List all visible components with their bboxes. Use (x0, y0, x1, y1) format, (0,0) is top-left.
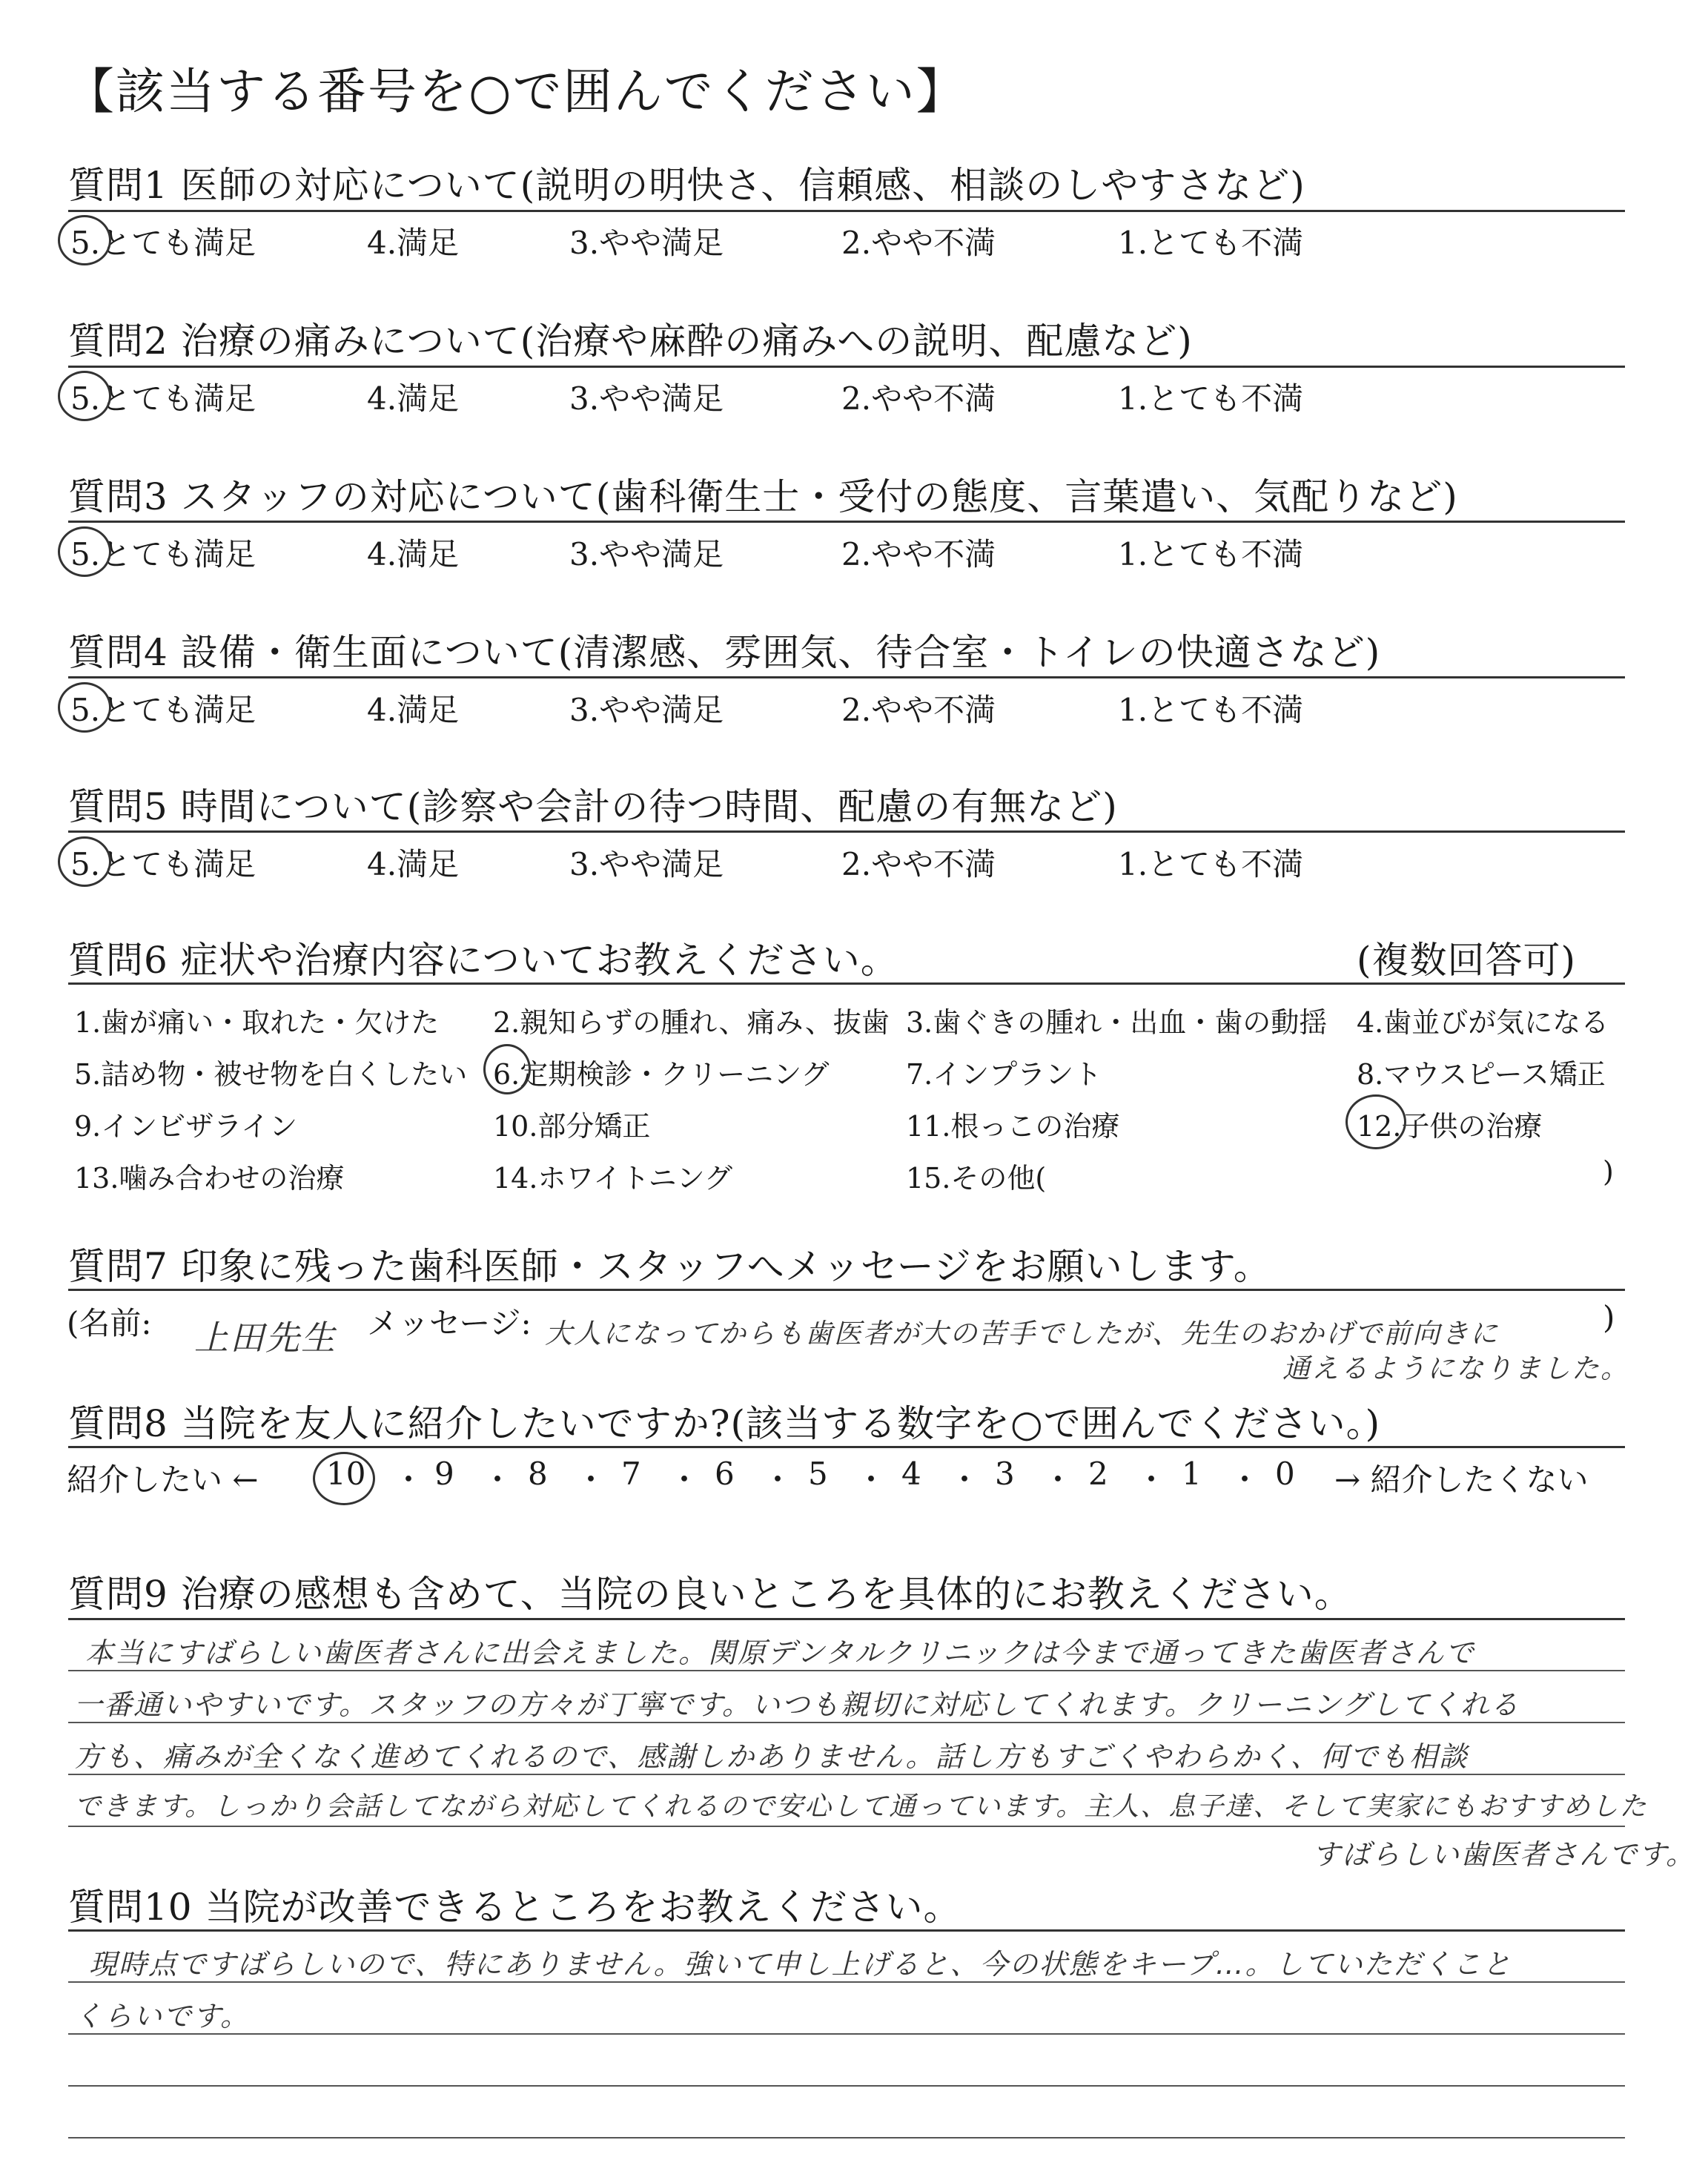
q10-answer-line-1[interactable]: 現時点ですばらしいので、特にありません。強いて申し上げると、今の状態をキープ…。していただくこと (89, 1948, 1512, 1981)
q6-option-8[interactable]: 8.マウスピース矯正 (1357, 1058, 1606, 1091)
q6-option-9[interactable]: 9.インビザライン (74, 1110, 298, 1143)
q8-dot: ・ (949, 1462, 981, 1498)
q5-option-5[interactable]: 5.とても満足 (70, 846, 256, 882)
q6-option-7[interactable]: 7.インプラント (906, 1058, 1102, 1091)
q8-dot: ・ (393, 1462, 425, 1498)
divider (68, 1618, 1625, 1620)
divider (68, 366, 1625, 368)
q9-answer-line-4[interactable]: できます。しっかり会話してながら対応してくれるので安心して通っています。主人、息子達、そして実家にもおすすめした (74, 1791, 1648, 1822)
q5-option-3[interactable]: 3.やや満足 (569, 846, 724, 882)
q7-message-label: メッセージ: (367, 1305, 532, 1341)
divider (68, 1929, 1625, 1932)
q8-score-9[interactable]: 9 (434, 1456, 454, 1492)
question-8-label: 質問8 当院を友人に紹介したいですか?(該当する数字を○で囲んでください。) (68, 1402, 1381, 1445)
q8-right-label: → 紹介したくない (1334, 1462, 1589, 1498)
q8-score-3[interactable]: 3 (995, 1456, 1015, 1492)
q6-option-15[interactable]: 15.その他( (906, 1162, 1047, 1195)
q7-name-label: (名前: (67, 1305, 152, 1341)
q8-score-7[interactable]: 7 (621, 1456, 641, 1492)
q3-selection-circle (58, 526, 111, 577)
writing-line (68, 2085, 1625, 2087)
q8-selection-circle (313, 1452, 375, 1505)
q8-score-0[interactable]: 0 (1275, 1456, 1295, 1492)
q4-option-4[interactable]: 4.満足 (367, 692, 460, 728)
q6-option-14[interactable]: 14.ホワイトニング (493, 1162, 733, 1195)
q2-option-1[interactable]: 1.とても不満 (1118, 380, 1304, 417)
form-title: 【該当する番号を○で囲んでください】 (65, 63, 967, 120)
question-1-label: 質問1 医師の対応について(説明の明快さ、信頼感、相談のしやすさなど) (68, 164, 1305, 207)
q8-score-1[interactable]: 1 (1182, 1456, 1202, 1492)
q8-dot: ・ (1229, 1462, 1261, 1498)
divider (68, 1446, 1625, 1448)
q2-option-3[interactable]: 3.やや満足 (569, 380, 724, 417)
q6-option-1[interactable]: 1.歯が痛い・取れた・欠けた (74, 1006, 440, 1039)
divider (68, 1289, 1625, 1291)
question-6-label: 質問6 症状や治療内容についてお教えください。 (68, 939, 898, 982)
q8-score-5[interactable]: 5 (808, 1456, 828, 1492)
q8-dot: ・ (669, 1462, 701, 1498)
writing-line (68, 1826, 1625, 1827)
divider (68, 830, 1625, 833)
q6-option-4[interactable]: 4.歯並びが気になる (1357, 1006, 1609, 1039)
q6-option-11[interactable]: 11.根っこの治療 (906, 1110, 1120, 1143)
q8-score-10[interactable]: 10 (326, 1456, 366, 1492)
q8-score-4[interactable]: 4 (901, 1456, 921, 1492)
q2-selection-circle (58, 371, 111, 421)
q1-selection-circle (58, 215, 111, 265)
q6-option-10[interactable]: 10.部分矯正 (493, 1110, 651, 1143)
q3-option-4[interactable]: 4.満足 (367, 536, 460, 572)
q7-close-paren: ) (1603, 1299, 1615, 1335)
q8-dot: ・ (1136, 1462, 1168, 1498)
question-6-note: (複数回答可) (1357, 939, 1577, 982)
q6-selection-circle-12 (1345, 1094, 1406, 1149)
q5-option-1[interactable]: 1.とても不満 (1118, 846, 1304, 882)
q8-dot: ・ (762, 1462, 794, 1498)
q8-score-8[interactable]: 8 (528, 1456, 548, 1492)
q5-option-4[interactable]: 4.満足 (367, 846, 460, 882)
q8-left-label: 紹介したい ← (67, 1462, 259, 1498)
writing-line (68, 2033, 1625, 2035)
q6-option-5[interactable]: 5.詰め物・被せ物を白くしたい (74, 1058, 468, 1091)
q4-option-1[interactable]: 1.とても不満 (1118, 692, 1304, 728)
divider (68, 521, 1625, 523)
q9-answer-line-5[interactable]: すばらしい歯医者さんです。 (1312, 1838, 1695, 1871)
q2-option-5[interactable]: 5.とても満足 (70, 380, 256, 417)
q6-option-13[interactable]: 13.噛み合わせの治療 (74, 1162, 345, 1195)
q4-selection-circle (58, 682, 111, 733)
question-4-label: 質問4 設備・衛生面について(清潔感、雰囲気、待合室・トイレの快適さなど) (68, 631, 1381, 674)
question-2-label: 質問2 治療の痛みについて(治療や麻酔の痛みへの説明、配慮など) (68, 320, 1193, 363)
q2-option-2[interactable]: 2.やや不満 (841, 380, 996, 417)
q7-message-line-1[interactable]: 大人になってからも歯医者が大の苦手でしたが、先生のおかげで前向きに (545, 1318, 1499, 1350)
q4-option-3[interactable]: 3.やや満足 (569, 692, 724, 728)
writing-line (68, 2137, 1625, 2138)
q9-answer-line-1[interactable]: 本当にすばらしい歯医者さんに出会えました。関原デンタルクリニックは今まで通ってきた歯医者さんで (85, 1636, 1475, 1669)
q2-option-4[interactable]: 4.満足 (367, 380, 460, 417)
q6-option-2[interactable]: 2.親知らずの腫れ、痛み、抜歯 (493, 1006, 890, 1039)
q8-dot: ・ (1042, 1462, 1074, 1498)
divider (68, 676, 1625, 678)
question-5-label: 質問5 時間について(診察や会計の待つ時間、配慮の有無など) (68, 785, 1118, 828)
q8-dot: ・ (482, 1462, 514, 1498)
q1-option-4[interactable]: 4.満足 (367, 225, 460, 261)
q4-option-2[interactable]: 2.やや不満 (841, 692, 996, 728)
q8-score-6[interactable]: 6 (715, 1456, 735, 1492)
q1-option-3[interactable]: 3.やや満足 (569, 225, 724, 261)
q3-option-2[interactable]: 2.やや不満 (841, 536, 996, 572)
q8-score-2[interactable]: 2 (1088, 1456, 1108, 1492)
q6-option-12[interactable]: 12.子供の治療 (1357, 1110, 1543, 1143)
q1-option-1[interactable]: 1.とても不満 (1118, 225, 1304, 261)
q1-option-2[interactable]: 2.やや不満 (841, 225, 996, 261)
q5-option-2[interactable]: 2.やや不満 (841, 846, 996, 882)
q7-message-line-2[interactable]: 通えるようになりました。 (1282, 1353, 1629, 1384)
q3-option-3[interactable]: 3.やや満足 (569, 536, 724, 572)
divider (68, 210, 1625, 212)
q6-option-6[interactable]: 6.定期検診・クリーニング (493, 1058, 830, 1091)
q5-selection-circle (58, 836, 111, 887)
question-9-label: 質問9 治療の感想も含めて、当院の良いところを具体的にお教えください。 (68, 1573, 1352, 1616)
q1-option-5[interactable]: 5.とても満足 (70, 225, 256, 261)
question-10-label: 質問10 当院が改善できるところをお教えください。 (68, 1886, 961, 1929)
q6-option-15-close: ) (1603, 1155, 1614, 1188)
q4-option-5[interactable]: 5.とても満足 (70, 692, 256, 728)
q9-answer-line-3[interactable]: 方も、痛みが全くなく進めてくれるので、感謝しかありません。話し方もすごくやわらかく、何でも相談 (74, 1740, 1469, 1773)
q10-answer-line-2[interactable]: くらいです。 (74, 2000, 250, 2032)
q6-selection-circle-6 (483, 1044, 531, 1094)
q9-answer-line-2[interactable]: 一番通いやすいです。スタッフの方々が丁寧です。いつも親切に対応してくれます。クリーニングしてくれる (74, 1688, 1520, 1721)
question-7-label: 質問7 印象に残った歯科医師・スタッフへメッセージをお願いします。 (68, 1245, 1271, 1288)
q3-option-5[interactable]: 5.とても満足 (70, 536, 256, 572)
q7-name-value[interactable]: 上田先生 (194, 1318, 337, 1358)
divider (68, 982, 1625, 985)
q3-option-1[interactable]: 1.とても不満 (1118, 536, 1304, 572)
q6-option-3[interactable]: 3.歯ぐきの腫れ・出血・歯の動揺 (906, 1006, 1328, 1039)
q8-dot: ・ (575, 1462, 607, 1498)
q8-dot: ・ (855, 1462, 887, 1498)
question-3-label: 質問3 スタッフの対応について(歯科衛生士・受付の態度、言葉遣い、気配りなど) (68, 475, 1458, 518)
